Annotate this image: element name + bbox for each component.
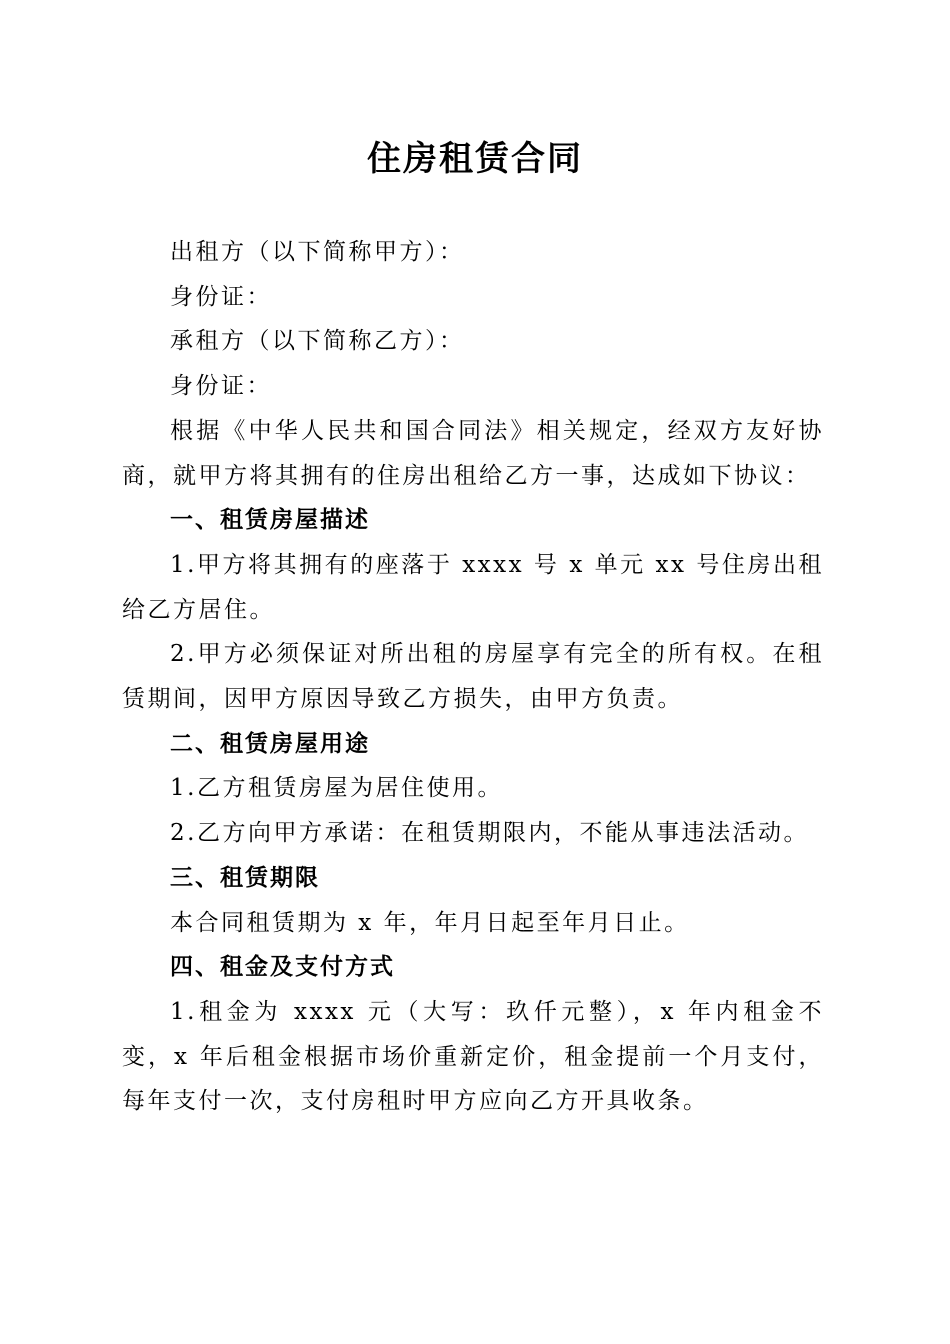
clause-2-1: 1.乙方租赁房屋为居住使用。 [170,775,503,802]
document-body [122,230,824,1124]
clause-4-1: 1.租金为 xxxx 元（大写：玖仟元整），x 年内租金不变，x 年后租金根据市场价重新定价，租金提前一个月支付，每年支付一次，支付房租时甲方应向乙方开具收条。 [122,998,824,1115]
clause-2-2: 2.乙方向甲方承诺：在租赁期限内，不能从事违法活动。 [170,820,809,847]
clause-1-2: 2.甲方必须保证对所出租的房屋享有完全的所有权。在租赁期间，因甲方原因导致乙方损失，由甲方负责。 [122,641,824,713]
lessor-line: 出租方（以下简称甲方）： [170,239,465,265]
lessee-id-line: 身份证： [170,373,272,400]
preamble-paragraph: 根据《中华人民共和国合同法》相关规定，经双方友好协商，就甲方将其拥有的住房出租给乙方一事，达成如下协议： [122,417,824,489]
section-heading-2: 二、租赁房屋用途 [170,730,370,757]
section-heading-4: 四、租金及支付方式 [170,954,395,981]
section-heading-1: 一、租赁房屋描述 [170,507,370,534]
lessee-line: 承租方（以下简称乙方）： [170,328,465,355]
document-title: 住房租赁合同 [367,139,583,179]
clause-3: 本合同租赁期为 x 年，年月日起至年月日止。 [170,909,690,936]
clause-1-1: 1.甲方将其拥有的座落于 xxxx 号 x 单元 xx 号住房出租给乙方居住。 [122,551,824,623]
lessor-id-line: 身份证： [170,283,272,310]
section-heading-3: 三、租赁期限 [170,864,320,891]
